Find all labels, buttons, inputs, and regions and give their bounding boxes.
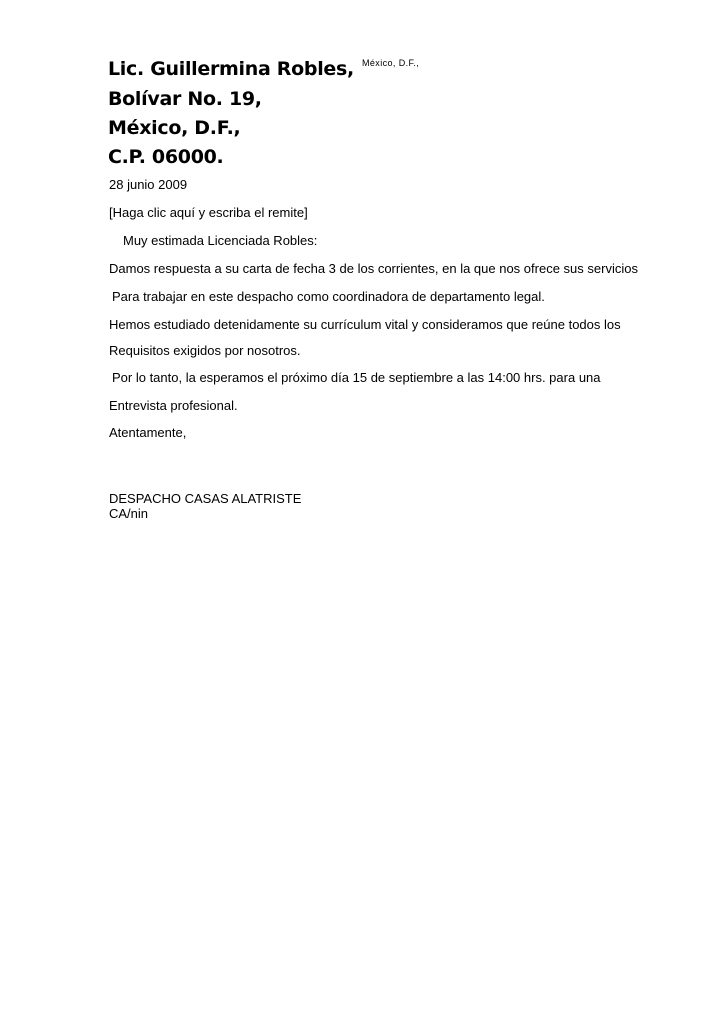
- signature-company: DESPACHO CASAS ALATRISTE: [109, 491, 302, 506]
- closing: Atentamente,: [109, 425, 187, 440]
- body-line: Requisitos exigidos por nosotros.: [109, 343, 301, 358]
- sender-placeholder[interactable]: [Haga clic aquí y escriba el remite]: [109, 205, 308, 220]
- body-line: Entrevista profesional.: [109, 398, 238, 413]
- place-line: México, D.F.,: [362, 58, 420, 68]
- body-line: Por lo tanto, la esperamos el próximo día 15 de septiembre a las 14:00 hrs. para una: [112, 370, 601, 385]
- recipient-city: México, D.F.,: [108, 117, 241, 139]
- recipient-postal-code: C.P. 06000.: [108, 146, 224, 168]
- body-line: Damos respuesta a su carta de fecha 3 de los corrientes, en la que nos ofrece sus servicios: [109, 261, 638, 276]
- letter-date: 28 junio 2009: [109, 177, 188, 192]
- recipient-name: Lic. Guillermina Robles,: [108, 58, 354, 80]
- signature-initials: CA/nin: [109, 506, 149, 521]
- recipient-street: Bolívar No. 19,: [108, 88, 262, 110]
- body-line: Hemos estudiado detenidamente su currículum vital y consideramos que reúne todos los: [109, 317, 621, 332]
- body-line: Para trabajar en este despacho como coordinadora de departamento legal.: [112, 289, 545, 304]
- salutation: Muy estimada Licenciada Robles:: [123, 233, 318, 248]
